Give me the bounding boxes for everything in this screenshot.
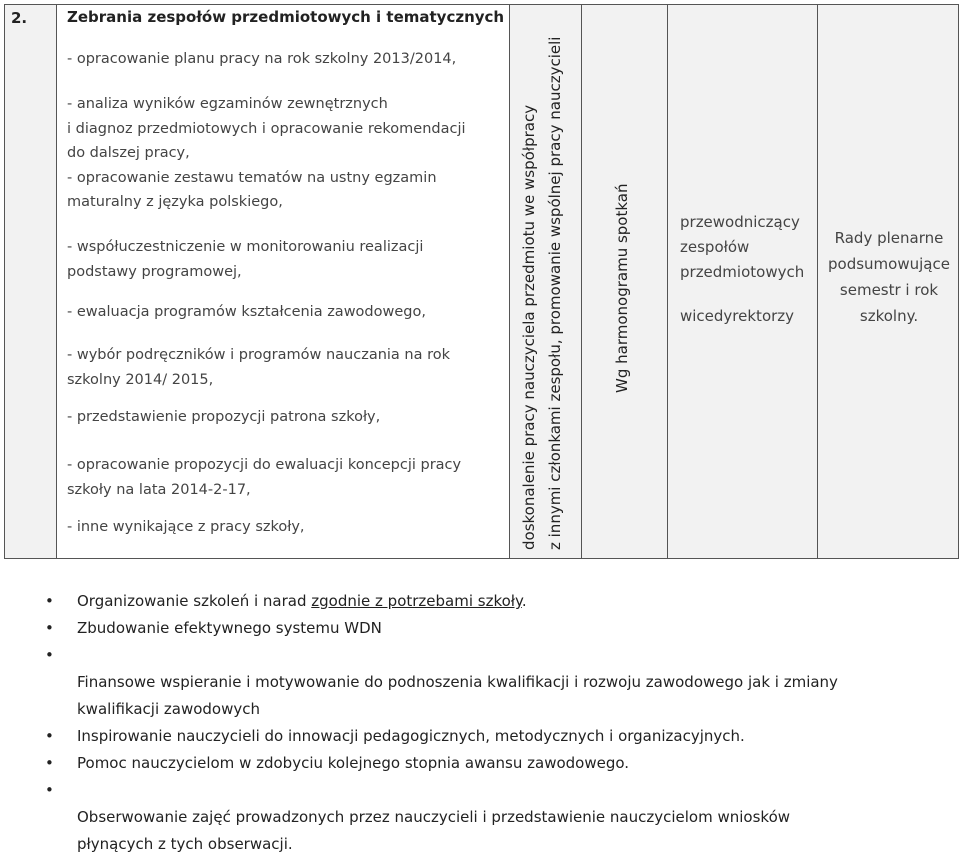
task-item: - ewaluacja programów kształcenia zawodowego, [67,304,426,320]
tasks-cell [56,4,510,559]
list-item: • Inspirowanie nauczycieli do innowacji pedagogicznych, metodycznych i organizacyjnych. [30,723,950,750]
bullet-icon: • [45,592,54,610]
row-number-cell [4,4,57,559]
timing-cell [581,4,668,559]
plan-table-row [4,4,959,559]
responsible-cell [667,4,818,559]
task-item: - opracowanie planu pracy na rok szkolny 2013/2014, [67,51,457,67]
task-item: - przedstawienie propozycji patrona szkoły, [67,409,381,425]
bullet-icon: • [45,781,54,799]
row-number: 2. [11,9,28,27]
bullet-icon: • [45,619,54,637]
responsible-text: przewodniczący zespołów przedmiotowych [680,213,805,281]
responsible-text-2: wicedyrektorzy [680,307,795,325]
list-item: • Pomoc nauczycielom w zdobyciu kolejnego stopnia awansu zawodowego. [30,750,950,777]
bullet-icon: • [45,646,54,664]
outcome-cell [817,4,959,559]
goal-cell [509,4,582,559]
list-item: • Finansowe wspieranie i motywowanie do podnoszenia kwalifikacji i rozwoju zawodowego jak i zmiany kwalifikacji zawodowych [30,642,950,723]
task-item: - opracowanie propozycji do ewaluacji koncepcji pracy szkoły na lata 2014-2-17, [67,457,462,498]
task-item: - wybór podręczników i programów nauczania na rok szkolny 2014/ 2015, [67,347,451,388]
task-item: - analiza wyników egzaminów zewnętrznych i diagnoz przedmiotowych i opracowanie rekomendacji do dalszej pracy, - opracowanie zestawu tematów na ustny egzamin maturalny z języka polskiego, [67,96,466,210]
task-item: - inne wynikające z pracy szkoły, [67,519,305,535]
row-title: Zebrania zespołów przedmiotowych i tematycznych [67,8,505,26]
task-item: - współuczestniczenie w monitorowaniu realizacji podstawy programowej, [67,239,424,280]
bullet-icon: • [45,754,54,772]
list-item: • Zbudowanie efektywnego systemu WDN [30,615,950,642]
bullet-list [30,588,950,858]
goal-text-line2: z innymi członkami zespołu, promowanie wspólnej pracy nauczycieli [546,36,564,550]
timing-text: Wg harmonogramu spotkań [613,183,631,393]
bullet-icon: • [45,727,54,745]
list-item: • Obserwowanie zajęć prowadzonych przez nauczycieli i przedstawienie nauczycielom wniosków płynących z tych obserwacji. [30,777,950,858]
list-item: • Organizowanie szkoleń i narad zgodnie z potrzebami szkoły. [30,588,950,615]
outcome-text: Rady plenarne podsumowujące semestr i rok szkolny. [828,229,950,325]
goal-text-line1: doskonalenie pracy nauczyciela przedmiotu we współpracy [520,104,538,550]
